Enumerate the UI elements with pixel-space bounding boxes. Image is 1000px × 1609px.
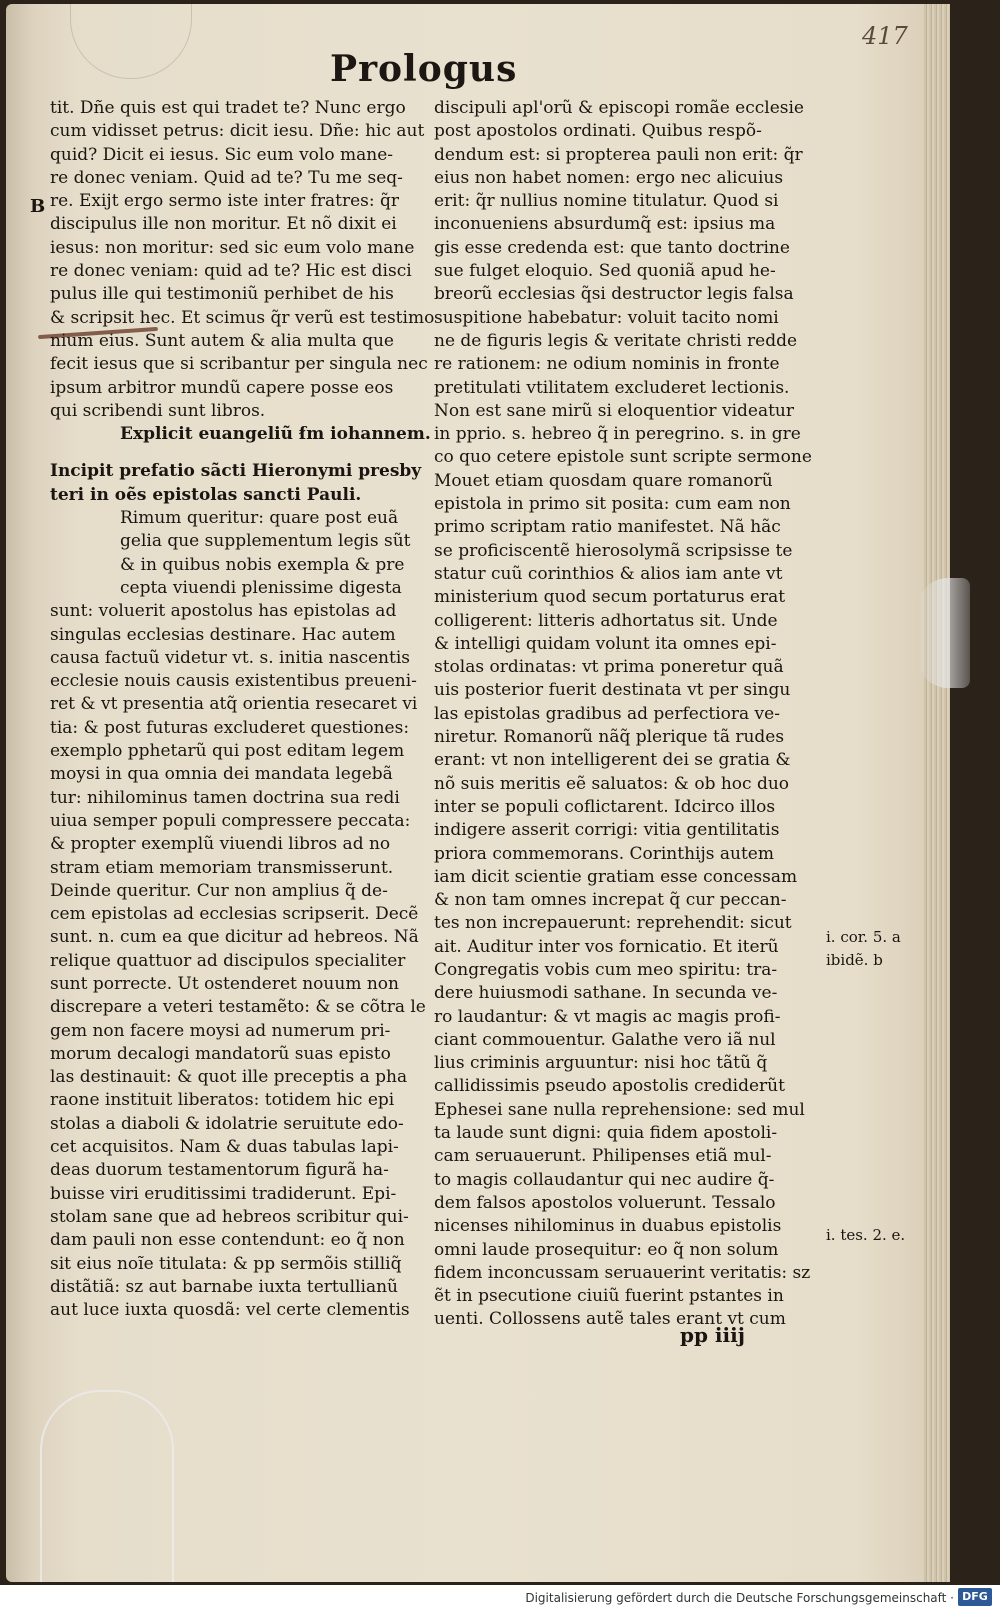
text-line: omni laude prosequitur: eo q̃ non solum — [434, 1239, 779, 1260]
text-line: re. Exijt ergo sermo iste inter fratres: q̃r — [50, 191, 400, 212]
text-line: stolam sane que ad hebreos scribitur qui- — [50, 1206, 409, 1227]
folio-number: 417 — [862, 22, 908, 50]
text-line: tes non increpauerunt: reprehendit: sicut — [434, 913, 792, 934]
text-line: fidem inconcussam seruauerint veritatis: sz — [434, 1262, 811, 1283]
text-line — [50, 446, 450, 460]
text-line: re rationem: ne odium nominis in fronte — [434, 354, 780, 375]
text-line: dendum est: si propterea pauli non erit: q̃r — [434, 144, 803, 165]
text-line: quid? Dicit ei iesus. Sic eum volo mane- — [50, 144, 393, 165]
text-line: inter se populi coflictarent. Idcirco illos — [434, 796, 776, 817]
text-line: sunt: voluerit apostolus has epistolas ad — [50, 601, 397, 622]
text-line: epistola in primo sit posita: cum eam non — [434, 494, 791, 515]
text-line: ro laudantur: & vt magis ac magis profi- — [434, 1006, 781, 1027]
text-line: Non est sane mirũ si eloquentior videatur — [434, 400, 794, 421]
text-line: sunt porrecte. Ut ostenderet nouum non — [50, 973, 399, 994]
text-line: discipulus ille non moritur. Et nõ dixit ei — [50, 214, 397, 235]
text-line: erant: vt non intelligerent dei se gratia & — [434, 750, 791, 771]
text-line: eius non habet nomen: ergo nec alicuius — [434, 167, 784, 188]
text-line: nium eius. Sunt autem & alia multa que — [50, 330, 394, 351]
text-line: cet acquisitos. Nam & duas tabulas lapi- — [50, 1137, 399, 1158]
page-edge — [924, 4, 950, 1582]
text-line: moysi in qua omnia dei mandata legebã — [50, 764, 393, 785]
text-line: Congregatis vobis cum meo spiritu: tra- — [434, 959, 778, 980]
right-column — [434, 97, 826, 1332]
margin-reference: ibidẽ. b — [826, 951, 883, 969]
margin-reference: i. cor. 5. a — [826, 928, 901, 946]
text-line: cepta viuendi plenissime digesta — [120, 577, 402, 598]
text-line: statur cuũ corinthios & alios iam ante vt — [434, 563, 783, 584]
text-line: gem non facere moysi ad numerum pri- — [50, 1020, 391, 1041]
text-line: iam dicit scientie gratiam esse concessam — [434, 866, 798, 887]
margin-letter: B — [30, 196, 46, 217]
text-line: ta laude sunt digni: quia fidem apostoli- — [434, 1123, 778, 1144]
text-line: sue fulget eloquio. Sed quoniã apud he- — [434, 261, 776, 282]
margin-reference: i. tes. 2. e. — [826, 1226, 906, 1244]
text-line: las epistolas gradibus ad perfectiora ve- — [434, 703, 780, 724]
text-line: las destinauit: & quot ille preceptis a pha — [50, 1067, 408, 1088]
text-line: Mouet etiam quosdam quare romanorũ — [434, 470, 773, 491]
text-line: post apostolos ordinati. Quibus respõ- — [434, 121, 762, 142]
text-line: dere huiusmodi sathane. In secunda ve- — [434, 983, 778, 1004]
text-line: ministerium quod secum portaturus erat — [434, 587, 786, 608]
text-line: cam seruauerunt. Philipenses etiã mul- — [434, 1146, 772, 1167]
text-line: teri in oẽs epistolas sancti Pauli. — [50, 484, 362, 505]
text-line: in pprio. s. hebreo q̃ in peregrino. s. in gre — [434, 424, 801, 445]
text-line: suspitione habebatur: voluit tacito nomi — [434, 307, 779, 328]
text-line: uenti. Collossens autẽ tales erant vt cum — [434, 1309, 786, 1330]
text-line: qui scribendi sunt libros. — [50, 400, 266, 421]
text-line: ret & vt presentia atq̃ orientia resecaret vi — [50, 694, 418, 715]
text-line: relique quattuor ad discipulos specialiter — [50, 950, 406, 971]
text-line: & in quibus nobis exempla & pre — [120, 554, 405, 575]
text-line: se proficiscentẽ hierosolymã scripsisse te — [434, 540, 793, 561]
clip-glare-bottom — [40, 1390, 174, 1582]
text-line: Incipit prefatio sãcti Hieronymi presby — [50, 461, 422, 482]
text-line: Ephesei sane nulla reprehensione: sed mul — [434, 1099, 805, 1120]
text-line: dem falsos apostolos voluerunt. Tessalo — [434, 1192, 776, 1213]
text-line: gis esse credenda est: que tanto doctrine — [434, 237, 790, 258]
text-line: pulus ille qui testimoniũ perhibet de his — [50, 284, 394, 305]
text-line: niretur. Romanorũ nãq̃ plerique tã rudes — [434, 727, 785, 748]
text-line: ne de figuris legis & veritate christi redde — [434, 330, 798, 351]
text-line: gelia que supplementum legis sũt — [120, 531, 411, 552]
text-line: raone instituit liberatos: totidem hic epi — [50, 1090, 395, 1111]
text-line: re donec veniam: quid ad te? Hic est disci — [50, 261, 412, 282]
text-line: breorũ ecclesias q̃si destructor legis falsa — [434, 284, 794, 305]
text-line: cem epistolas ad ecclesias scripserit. Decẽ — [50, 904, 419, 925]
text-line: Deinde queritur. Cur non amplius q̃ de- — [50, 880, 388, 901]
text-line: & intelligi quidam volunt ita omnes epi- — [434, 633, 777, 654]
text-line: nõ suis meritis eẽ saluatos: & ob hoc duo — [434, 773, 790, 794]
text-line: primo scriptam ratio manifestet. Nã hãc — [434, 517, 781, 538]
dfg-logo: DFG — [958, 1588, 992, 1606]
text-line: cum vidisset petrus: dicit iesu. Dñe: hic aut — [50, 121, 425, 142]
text-line: buisse viri eruditissimi tradiderunt. Epi- — [50, 1183, 397, 1204]
text-line: Explicit euangeliũ ẜm iohannem. — [120, 424, 431, 445]
text-line: dam pauli non esse contendunt: eo q̃ non — [50, 1230, 405, 1251]
text-line: nicenses nihilominus in duabus epistolis — [434, 1216, 782, 1237]
text-line: exemplo pphetarũ qui post editam legem — [50, 741, 405, 762]
text-line: sunt. n. cum ea que dicitur ad hebreos. Nã — [50, 927, 419, 948]
text-line: ẽt in psecutione ciuiũ fuerint pstantes in — [434, 1286, 784, 1307]
text-line: inconueniens absurdumq̃ est: ipsius ma — [434, 214, 776, 235]
text-line: stolas ordinatas: vt prima poneretur quã — [434, 657, 784, 678]
text-line: sit eius noĩe titulata: & pp sermõis stilliq̃ — [50, 1253, 402, 1274]
text-line: indigere asserit corrigi: vitia gentilitatis — [434, 820, 780, 841]
text-line: priora commemorans. Corinthijs autem — [434, 843, 774, 864]
text-line: co quo cetere epistole sunt scripte sermone — [434, 447, 812, 468]
text-line: morum decalogi mandatorũ suas episto — [50, 1043, 391, 1064]
text-line: to magis collaudantur qui nec audire q̃- — [434, 1169, 775, 1190]
text-line: tur: nihilominus tamen doctrina sua redi — [50, 787, 400, 808]
text-line: aut luce iuxta quosdã: vel certe clementis — [50, 1300, 410, 1321]
footer-bar — [0, 1585, 1000, 1609]
text-line: erit: q̃r nullius nomine titulatur. Quod si — [434, 191, 779, 212]
text-line: tia: & post futuras excluderet questiones: — [50, 717, 410, 738]
text-line: & scripsit hec. Et scimus q̃r verũ est testimo — [50, 307, 435, 328]
text-line: & non tam omnes increpat q̃ cur peccan- — [434, 890, 787, 911]
text-line: iesus: non moritur: sed sic eum volo mane — [50, 237, 415, 258]
text-line: distãtiã: sz aut barnabe iuxta tertullianũ — [50, 1276, 399, 1297]
text-line: deas duorum testamentorum figurã ha- — [50, 1160, 389, 1181]
left-column — [50, 97, 450, 1322]
text-line: ecclesie nouis causis existentibus preueni- — [50, 671, 417, 692]
text-line: uis posterior fuerit destinata vt per singu — [434, 680, 791, 701]
text-line: fecit iesus que si scribantur per singula nec — [50, 354, 428, 375]
text-line: pretitulati vtilitatem excluderet lectionis. — [434, 377, 790, 398]
text-line: lius criminis arguuntur: nisi hoc tãtũ q̃ — [434, 1053, 768, 1074]
text-line: Rimum queritur: quare post euã — [120, 508, 399, 529]
footer-credit: Digitalisierung gefördert durch die Deutsche Forschungsgemeinschaft · — [525, 1591, 954, 1605]
text-line: stolas a diaboli & idolatrie seruitute edo- — [50, 1113, 404, 1134]
text-line: ait. Auditur inter vos fornicatio. Et iterũ — [434, 936, 779, 957]
text-line: ciant commouentur. Galathe vero iã nul — [434, 1029, 776, 1050]
text-line: stram etiam memoriam transmisserunt. — [50, 857, 394, 878]
text-line: colligerent: litteris adhortatus sit. Unde — [434, 610, 778, 631]
running-head: Prologus — [330, 48, 518, 90]
text-line: discrepare a veteri testamẽto: & se cõtra le — [50, 997, 426, 1018]
text-line: causa factuũ videtur vt. s. initia nascentis — [50, 647, 410, 668]
signature-mark: pp iiij — [680, 1323, 745, 1347]
text-line: discipuli apl'orũ & episcopi romãe ecclesie — [434, 98, 804, 118]
text-line: re donec veniam. Quid ad te? Tu me seq- — [50, 167, 403, 188]
clip-glare-right — [918, 578, 970, 688]
text-line: callidissimis pseudo apostolis crediderũt — [434, 1076, 785, 1097]
text-line: & propter exemplũ viuendi libros ad no — [50, 834, 391, 855]
text-line: singulas ecclesias destinare. Hac autem — [50, 624, 396, 645]
text-line: tit. Dñe quis est qui tradet te? Nunc ergo — [50, 98, 406, 118]
text-line: ipsum arbitror mundũ capere posse eos — [50, 377, 394, 398]
text-line: uiua semper populi compressere peccata: — [50, 810, 411, 831]
